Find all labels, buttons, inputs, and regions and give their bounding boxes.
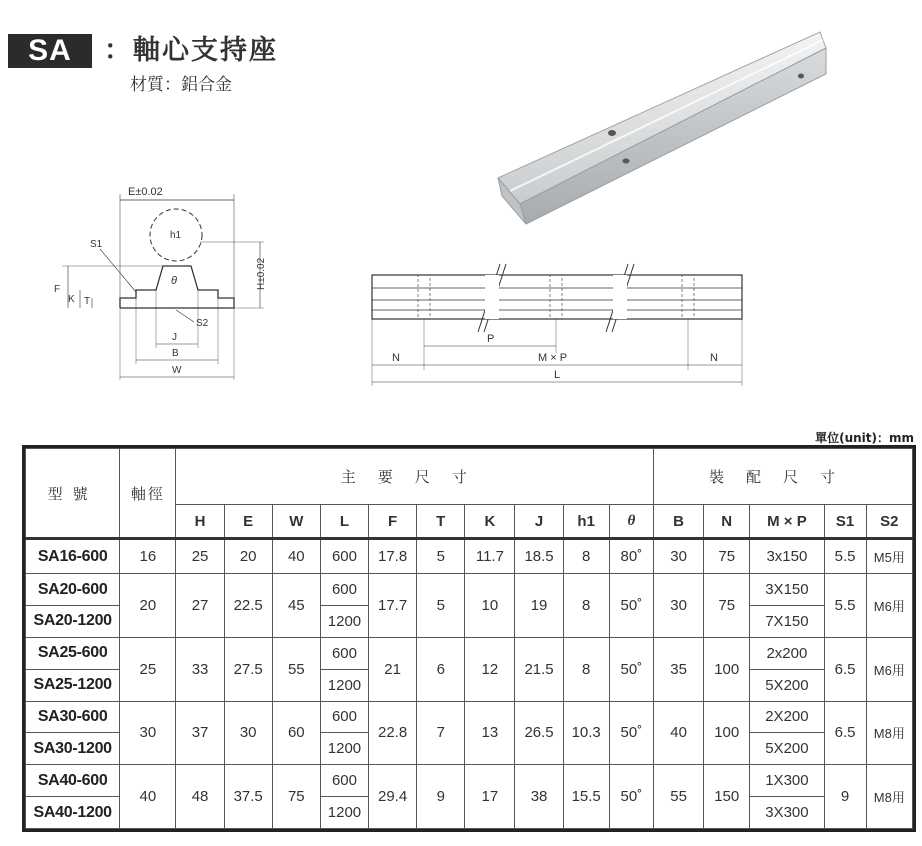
model-cell: SA20-600 [26,574,120,606]
col-j: J [515,505,563,539]
model-cell: SA40-1200 [26,797,120,829]
f-cell: 17.8 [369,539,417,574]
model-cell: SA20-1200 [26,606,120,638]
table-row [26,637,913,669]
label-n-left: N [392,352,400,364]
h-cell: 27 [176,574,224,638]
label-e: E±0.02 [128,186,163,198]
s1-cell: 6.5 [824,701,866,765]
mxp-cell: 7X150 [750,606,824,638]
model-cell: SA25-600 [26,637,120,669]
shaft-cell: 30 [120,701,176,765]
t-cell: 5 [417,574,465,638]
theta-cell: 80˚ [609,539,653,574]
s1-cell: 5.5 [824,574,866,638]
label-h: H±0.02 [256,257,267,290]
label-h1: h1 [170,230,182,241]
w-cell: 60 [272,701,320,765]
header-main-dims: 主要尺寸 [176,449,654,505]
theta-cell: 50˚ [609,701,653,765]
b-cell: 55 [654,765,704,829]
h-cell: 33 [176,637,224,701]
s1-cell: 5.5 [824,539,866,574]
w-cell: 75 [272,765,320,829]
shaft-cell: 40 [120,765,176,829]
b-cell: 35 [654,637,704,701]
k-cell: 11.7 [465,539,515,574]
f-cell: 17.7 [369,574,417,638]
shaft-cell: 16 [120,539,176,574]
k-cell: 12 [465,637,515,701]
h1-cell: 8 [563,539,609,574]
t-cell: 5 [417,539,465,574]
l-cell: 1200 [320,733,368,765]
col-mxp: M × P [750,505,824,539]
model-cell: SA30-600 [26,701,120,733]
s2-cell: M5用 [866,539,912,574]
mxp-cell: 5X200 [750,669,824,701]
mxp-cell: 2X200 [750,701,824,733]
s2-cell: M6用 [866,637,912,701]
side-drawing [360,258,760,388]
section-drawing [50,180,280,385]
spec-table [22,445,916,832]
col-b: B [654,505,704,539]
col-f: F [369,505,417,539]
col-t: T [417,505,465,539]
h1-cell: 8 [563,637,609,701]
shaft-cell: 25 [120,637,176,701]
l-cell: 600 [320,701,368,733]
theta-cell: 50˚ [609,574,653,638]
theta-cell: 50˚ [609,637,653,701]
mxp-cell: 3X150 [750,574,824,606]
w-cell: 55 [272,637,320,701]
label-j: J [172,332,177,343]
header-mount-dims: 裝配尺寸 [654,449,913,505]
col-l: L [320,505,368,539]
k-cell: 10 [465,574,515,638]
label-k: K [68,294,75,305]
n-cell: 100 [704,701,750,765]
k-cell: 17 [465,765,515,829]
label-theta: θ [171,275,177,287]
s2-cell: M8用 [866,701,912,765]
j-cell: 26.5 [515,701,563,765]
col-h1: h1 [563,505,609,539]
k-cell: 13 [465,701,515,765]
model-cell: SA40-600 [26,765,120,797]
shaft-cell: 20 [120,574,176,638]
w-cell: 40 [272,539,320,574]
h-cell: 48 [176,765,224,829]
l-cell: 1200 [320,797,368,829]
header-model: 型號 [26,449,120,539]
l-cell: 600 [320,637,368,669]
e-cell: 27.5 [224,637,272,701]
w-cell: 45 [272,574,320,638]
s2-cell: M6用 [866,574,912,638]
label-n-right: N [710,352,718,364]
n-cell: 150 [704,765,750,829]
j-cell: 21.5 [515,637,563,701]
series-badge: SA [8,34,92,68]
h1-cell: 8 [563,574,609,638]
t-cell: 9 [417,765,465,829]
f-cell: 22.8 [369,701,417,765]
label-mxp: M × P [538,352,568,364]
f-cell: 21 [369,637,417,701]
col-h: H [176,505,224,539]
h1-cell: 10.3 [563,701,609,765]
table-row [26,701,913,733]
col-e: E [224,505,272,539]
model-cell: SA25-1200 [26,669,120,701]
h-cell: 37 [176,701,224,765]
h-cell: 25 [176,539,224,574]
label-t: T [84,296,91,307]
l-cell: 600 [320,574,368,606]
material-label: 材質：鋁合金 [130,75,232,95]
e-cell: 22.5 [224,574,272,638]
col-s1: S1 [824,505,866,539]
col-theta: θ [609,505,653,539]
b-cell: 40 [654,701,704,765]
label-s1: S1 [90,239,103,250]
s2-cell: M8用 [866,765,912,829]
label-b: B [172,348,179,359]
n-cell: 100 [704,637,750,701]
model-cell: SA30-1200 [26,733,120,765]
label-w: W [172,365,182,376]
page-title: ：軸心支持座 [104,35,278,66]
j-cell: 18.5 [515,539,563,574]
col-k: K [465,505,515,539]
j-cell: 38 [515,765,563,829]
table-row [26,539,913,574]
s1-cell: 6.5 [824,637,866,701]
n-cell: 75 [704,539,750,574]
col-n: N [704,505,750,539]
b-cell: 30 [654,574,704,638]
product-photo [490,28,830,228]
l-cell: 600 [320,765,368,797]
table-row [26,574,913,606]
s1-cell: 9 [824,765,866,829]
unit-note: 單位(unit)：mm [815,431,914,445]
label-f: F [54,284,61,295]
col-s2: S2 [866,505,912,539]
model-cell: SA16-600 [26,539,120,574]
mxp-cell: 3x150 [750,539,824,574]
mxp-cell: 1X300 [750,765,824,797]
label-l: L [554,369,561,381]
header-shaft: 軸徑 [120,449,176,539]
e-cell: 37.5 [224,765,272,829]
b-cell: 30 [654,539,704,574]
h1-cell: 15.5 [563,765,609,829]
label-p: P [487,333,495,345]
col-w: W [272,505,320,539]
f-cell: 29.4 [369,765,417,829]
t-cell: 7 [417,701,465,765]
mxp-cell: 3X300 [750,797,824,829]
mxp-cell: 5X200 [750,733,824,765]
l-cell: 600 [320,539,368,574]
e-cell: 20 [224,539,272,574]
n-cell: 75 [704,574,750,638]
l-cell: 1200 [320,606,368,638]
theta-cell: 50˚ [609,765,653,829]
t-cell: 6 [417,637,465,701]
table-row [26,765,913,797]
mxp-cell: 2x200 [750,637,824,669]
j-cell: 19 [515,574,563,638]
e-cell: 30 [224,701,272,765]
l-cell: 1200 [320,669,368,701]
label-s2: S2 [196,318,209,329]
